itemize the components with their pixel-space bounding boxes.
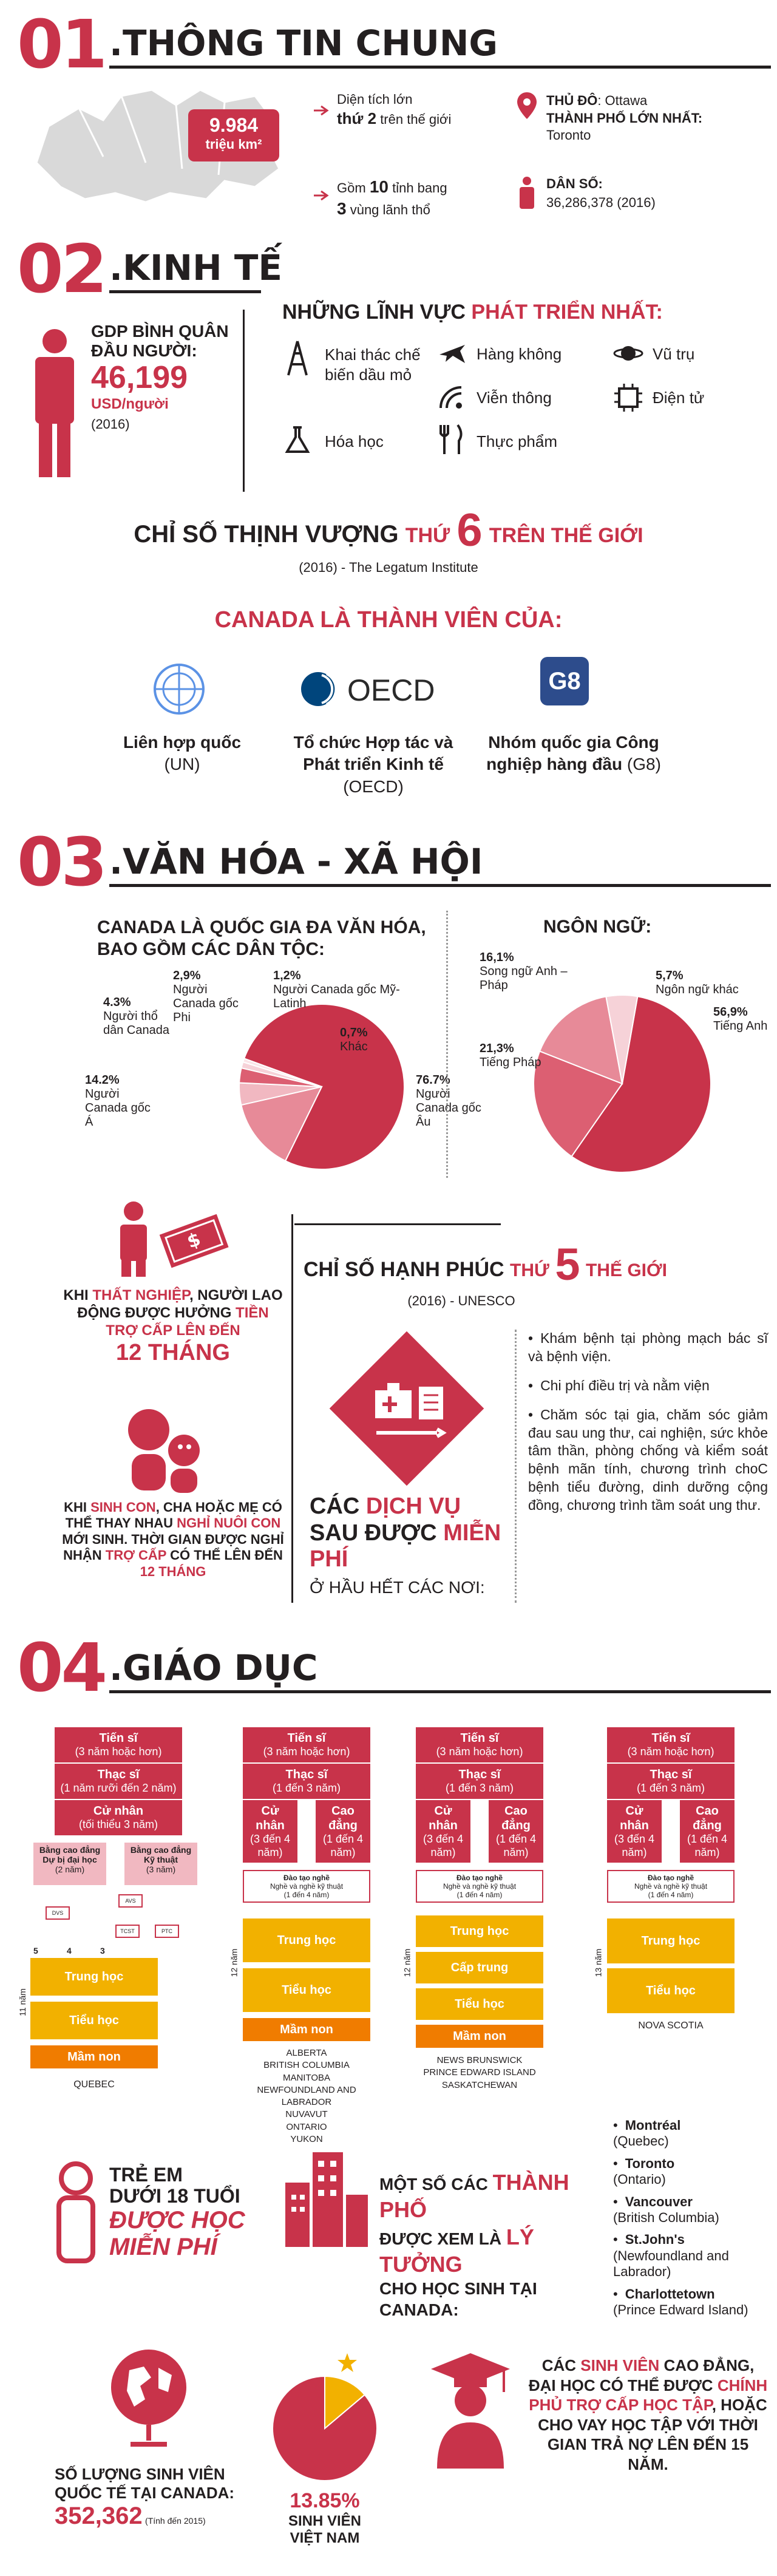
dvs-box: DVS xyxy=(46,1906,70,1920)
vn-label: VIỆT NAM xyxy=(290,2530,360,2546)
graduate-icon xyxy=(425,2350,516,2471)
airplane-icon xyxy=(437,340,467,367)
member-un xyxy=(109,732,255,776)
free-services-title xyxy=(310,1494,510,1600)
ethnic-legend-item xyxy=(85,1073,158,1129)
member-title: CANADA LÀ THÀNH VIÊN CỦA: xyxy=(214,607,563,633)
prov-2: tỉnh bang xyxy=(392,180,447,195)
tcst-box: TCST xyxy=(115,1925,140,1938)
grade-mark: 5 xyxy=(33,1946,38,1956)
city-item: • Toronto (Ontario) xyxy=(613,2156,771,2188)
text-part: CÁC xyxy=(310,1494,360,1519)
text-highlight: THẤT NGHIỆP xyxy=(92,1287,189,1303)
ethnic-legend-item xyxy=(340,1026,413,1054)
tech-college-box: Bằng cao đẳng Kỹ thuật (3 năm) xyxy=(124,1843,197,1885)
section-number: 04 xyxy=(17,1629,106,1707)
ptc-box: PTC xyxy=(155,1925,179,1938)
ethnic-legend-item xyxy=(273,969,407,1011)
years-label: 13 năm xyxy=(593,1948,603,1977)
years-label: 12 năm xyxy=(402,1948,412,1977)
text-highlight: TIỀN TRỢ CẤP LÊN ĐẾN xyxy=(106,1304,269,1339)
pie-category-label: Người Canada gốc Âu xyxy=(416,1087,481,1129)
member-name: Nhóm quốc gia Công nghiệp hàng đầu xyxy=(486,733,659,774)
text-part: CAO ĐẲNG, ĐẠI HỌC CÓ THỂ ĐƯỢC xyxy=(528,2356,755,2394)
pie-category-label: Người thổ dân Canada xyxy=(103,1010,169,1037)
happiness-index xyxy=(304,1239,765,1290)
text-part: , NGƯỜI LAO ĐỘNG ĐƯỢC HƯỞNG xyxy=(77,1287,283,1321)
city-item: • St.John's (Newfoundland and Labrador) xyxy=(613,2232,771,2280)
prov-1: Gồm xyxy=(337,180,366,195)
city-item: • Vancouver (British Columbia) xyxy=(613,2194,771,2226)
text-part: CÓ THỂ LÊN ĐẾN xyxy=(170,1548,283,1563)
nova-scotia-caption: NOVA SCOTIA xyxy=(638,2020,704,2031)
parental-leave-text xyxy=(61,1500,285,1580)
member-g8 xyxy=(473,732,674,776)
ethnic-legend-item xyxy=(173,969,240,1025)
pie-category-label: Khác xyxy=(340,1040,368,1053)
text-highlight: ĐƯỢC HỌC xyxy=(109,2207,245,2234)
pie-data-label: 14.2% xyxy=(85,1073,120,1087)
money-icon xyxy=(109,1199,231,1278)
province-caption: ALBERTA BRITISH COLUMBIA MANITOBA NEWFOUNDLAND AND LABRADOR NUVAVUT ONTARIO YUKON xyxy=(257,2048,356,2144)
text-part: , HOẶC CHO VAY HỌC TẬP VỚI THỜI GIAN TRẢ NỢ LÊN ĐẾN 15 NĂM. xyxy=(538,2396,767,2473)
secondary-box: Trung học xyxy=(607,1918,735,1963)
child-icon xyxy=(52,2161,100,2265)
happiness-rank-pre: THỨ xyxy=(510,1260,549,1280)
gdp-block xyxy=(91,322,237,432)
section-rule xyxy=(109,884,771,887)
phd-box: Tiến sĩ (3 năm hoặc hơn) xyxy=(416,1727,543,1762)
intl-value: 352,362 xyxy=(55,2503,143,2530)
master-box: Thạc sĩ (1 đến 3 năm) xyxy=(416,1764,543,1799)
text-part: TRẺ EM xyxy=(109,2164,183,2186)
vn-students-pie-chart xyxy=(270,2374,379,2483)
primary-box: Tiểu học xyxy=(416,1988,543,2020)
divider xyxy=(446,911,448,1178)
pie-data-label: 1,2% xyxy=(273,969,301,982)
intl-students xyxy=(55,2465,273,2530)
sector-label: Thực phẩm xyxy=(477,432,558,450)
language-pie-chart xyxy=(531,993,713,1175)
section-rule xyxy=(109,66,771,69)
prov-num: 10 xyxy=(369,177,388,196)
text-highlight: TRỢ CẤP xyxy=(105,1548,167,1563)
secondary-box: Trung học xyxy=(416,1915,543,1947)
text-highlight: MIỄN PHÍ xyxy=(310,1520,501,1572)
population-value: 36,286,378 (2016) xyxy=(546,194,656,210)
text-part: ĐƯỢC XEM LÀ xyxy=(379,2229,502,2248)
phd-box: Tiến sĩ (3 năm hoặc hơn) xyxy=(243,1727,370,1762)
member-abbr: (UN) xyxy=(164,755,200,774)
pie-data-label: 16,1% xyxy=(480,951,514,964)
text-highlight: MIỄN PHÍ xyxy=(109,2234,217,2261)
sectors-title-2: PHÁT TRIỂN NHẤT: xyxy=(471,301,663,324)
divider xyxy=(243,310,245,492)
pie-category-label: Ngôn ngữ khác xyxy=(656,983,739,996)
capital-value: : Ottawa xyxy=(597,93,648,108)
fork-knife-icon xyxy=(437,423,467,457)
ethnic-legend-item xyxy=(103,996,170,1038)
section-number: 01 xyxy=(17,5,106,83)
member-abbr: (G8) xyxy=(626,755,661,774)
section-title: .KINH TẾ xyxy=(109,247,283,288)
gdp-value: 46,199 xyxy=(91,360,188,396)
happiness-text-1: CHỈ SỐ HẠNH PHÚC xyxy=(304,1258,504,1281)
text-part: DƯỚI 18 TUỔI xyxy=(109,2185,240,2207)
text-highlight: DỊCH VỤ xyxy=(365,1494,461,1519)
prosperity-rank-pre: THỨ xyxy=(405,524,450,547)
college-box: Cao đẳng (1 đến 4 năm) xyxy=(316,1800,370,1863)
divider xyxy=(294,1223,501,1225)
ethnic-legend-item xyxy=(416,1073,483,1129)
province-description xyxy=(337,176,507,220)
ethnic-title: CANADA LÀ QUỐC GIA ĐA VĂN HÓA, BAO GỒM CÁC DÂN TỘC: xyxy=(97,917,426,959)
star-icon xyxy=(337,2353,358,2373)
years-label: 11 năm xyxy=(17,1988,27,2016)
capital-info xyxy=(546,92,771,144)
sector-label: Viễn thông xyxy=(477,389,552,407)
service-item: • Chăm sóc tại gia, chăm sóc giảm đau sau ung thư, cai nghiện, sức khỏe tâm thần, phòng chống và kiểm soát bệnh mãn tính, chương trình choC bệnh tiểu đường, dinh dưỡng cộng đồng, chương trình tầm soát ung thư. xyxy=(528,1406,768,1515)
vn-label: SINH VIÊN xyxy=(288,2513,362,2529)
vn-pct: 13.85% xyxy=(290,2489,360,2512)
oecd-mark-icon xyxy=(297,668,346,710)
city-item: • Montréal (Quebec) xyxy=(613,2118,771,2150)
section-rule xyxy=(109,1690,771,1693)
pie-data-label: 76.7% xyxy=(416,1073,450,1087)
bachelor-box: Cử nhân (tối thiểu 3 năm) xyxy=(55,1800,182,1835)
city-list xyxy=(613,2118,771,2324)
member-abbr: (OECD) xyxy=(343,777,404,796)
master-box: Thạc sĩ (1 đến 3 năm) xyxy=(607,1764,735,1799)
pie-data-label: 56,9% xyxy=(713,1005,748,1019)
svg-text:$: $ xyxy=(184,1228,204,1253)
happiness-source: (2016) - UNESCO xyxy=(407,1293,515,1308)
chip-icon xyxy=(613,382,643,413)
secondary-box: Trung học xyxy=(243,1918,370,1962)
prosperity-text-1: CHỈ SỐ THỊNH VƯỢNG xyxy=(134,521,399,548)
person-icon xyxy=(517,176,537,210)
area-value: 9.984 xyxy=(209,114,259,136)
quebec-caption: QUEBEC xyxy=(73,2079,115,2090)
area-desc-2: trên thế giới xyxy=(380,111,452,127)
text-highlight: SINH VIÊN xyxy=(580,2356,660,2374)
sector-label: Điện tử xyxy=(653,389,705,407)
area-description xyxy=(337,91,501,129)
person-icon xyxy=(30,328,79,480)
bachelor-box: Cử nhân (3 đến 4 năm) xyxy=(243,1800,297,1863)
city-buildings-icon xyxy=(279,2146,370,2249)
largest-city-value: Toronto xyxy=(546,127,591,143)
pie-data-label: 2,9% xyxy=(173,969,201,982)
prosperity-text-2: TRÊN THẾ GIỚI xyxy=(489,524,643,547)
flask-icon xyxy=(282,425,313,455)
city-item: • Charlottetown (Prince Edward Island) xyxy=(613,2286,771,2319)
gdp-unit: USD/người xyxy=(91,395,169,412)
pie-category-label: Người Canada gốc Phi xyxy=(173,983,239,1024)
section-title: .THÔNG TIN CHUNG xyxy=(109,22,498,64)
pie-data-label: 21,3% xyxy=(480,1042,514,1055)
oecd-logo-icon xyxy=(297,668,443,710)
oecd-logo-text: OECD xyxy=(347,673,435,707)
master-box: Thạc sĩ (1 đến 3 năm) xyxy=(243,1764,370,1799)
largest-city-label: THÀNH PHỐ LỚN NHẤT: xyxy=(546,110,703,126)
prep-college-box: Bằng cao đẳng Dự bị đại học (2 năm) xyxy=(33,1843,106,1885)
terr-2: vùng lãnh thổ xyxy=(350,202,430,218)
pie-data-label: 5,7% xyxy=(656,969,684,982)
master-box: Thạc sĩ (1 năm rưỡi đến 2 năm) xyxy=(55,1764,182,1799)
area-badge xyxy=(188,109,279,161)
text-highlight: NGHỈ NUÔI CON xyxy=(177,1515,281,1531)
text-part: SAU ĐƯỢC xyxy=(310,1520,437,1546)
sector-label: Vũ trụ xyxy=(653,345,695,363)
area-desc-1: Diện tích lớn xyxy=(337,92,413,107)
section-number: 02 xyxy=(17,230,106,308)
g8-logo-icon xyxy=(534,650,595,716)
divider xyxy=(291,1214,293,1603)
student-loan-text xyxy=(528,2356,768,2474)
lang-legend-item xyxy=(713,1005,774,1033)
pie-category-label: Người Canada gốc Á xyxy=(85,1087,151,1129)
signal-icon xyxy=(437,384,467,410)
text-part: MỘT SỐ CÁC xyxy=(379,2175,488,2194)
text-part: MỚI SINH. THỜI GIAN ĐƯỢC NGHỈ NHẬN xyxy=(62,1531,284,1563)
sector-label: Khai thác chế biến dầu mỏ xyxy=(325,345,421,384)
pie-data-label: 4.3% xyxy=(103,996,131,1009)
arrow-right-icon xyxy=(313,104,331,117)
medical-kit-icon xyxy=(328,1330,486,1487)
primary-box: Tiểu học xyxy=(607,1968,735,2013)
lang-legend-item xyxy=(480,951,583,993)
province-caption: NEWS BRUNSWICK PRINCE EDWARD ISLAND SASKATCHEWAN xyxy=(423,2055,536,2090)
text-part: CHO HỌC SINH TẠI CANADA: xyxy=(379,2279,537,2319)
planet-icon xyxy=(613,340,643,367)
sector-label: Hóa học xyxy=(325,432,384,450)
gdp-year: (2016) xyxy=(91,416,130,432)
text-highlight: 12 THÁNG xyxy=(140,1563,206,1579)
kids-free-text xyxy=(109,2164,261,2260)
location-pin-icon xyxy=(516,91,538,120)
lang-legend-item xyxy=(656,969,759,997)
area-desc-rank: thứ 2 xyxy=(337,109,377,127)
service-item: • Khám bệnh tại phòng mạch bác sĩ và bệnh viện. xyxy=(528,1330,768,1366)
text-part: KHI xyxy=(64,1500,87,1515)
college-box: Cao đẳng (1 đến 4 năm) xyxy=(489,1800,543,1863)
member-name: Liên hợp quốc xyxy=(123,733,242,752)
bachelor-box: Cử nhân (3 đến 4 năm) xyxy=(607,1800,662,1863)
unemployment-text xyxy=(61,1287,285,1367)
happiness-text-2: THẾ GIỚI xyxy=(585,1260,667,1280)
secondary-box: Trung học xyxy=(30,1958,158,1996)
kindergarten-box: Mầm non xyxy=(30,2045,158,2068)
text-part: Ở HẦU HẾT CÁC NƠI: xyxy=(310,1578,485,1597)
sector-label: Hàng không xyxy=(477,345,562,363)
population-label: DÂN SỐ: xyxy=(546,176,603,191)
text-highlight: SINH CON xyxy=(90,1500,156,1515)
section-number: 03 xyxy=(17,823,106,901)
grade-mark: 3 xyxy=(100,1946,105,1956)
text-highlight: LÝ TƯỞNG xyxy=(379,2224,534,2277)
pie-data-label: 0,7% xyxy=(340,1026,368,1039)
g8-logo-text: G8 xyxy=(540,657,589,705)
oil-rig-icon xyxy=(282,340,313,376)
gdp-label: GDP BÌNH QUÂN ĐẦU NGƯỜI: xyxy=(91,322,229,361)
section-title: .VĂN HÓA - XÃ HỘI xyxy=(109,841,483,882)
prosperity-index xyxy=(0,504,777,557)
vocational-box: Đào tạo nghề Nghề và nghề kỹ thuật (1 đến 4 năm) xyxy=(607,1870,735,1903)
service-item: • Chi phí điều trị và nằm viện xyxy=(528,1377,768,1395)
phd-box: Tiến sĩ (3 năm hoặc hơn) xyxy=(55,1727,182,1762)
text-part: , CHA HOẶC MẸ CÓ THỂ THAY NHAU xyxy=(65,1500,282,1531)
member-name: Tổ chức Hợp tác và Phát triển Kinh tế xyxy=(293,733,453,774)
sectors-title-1: NHỮNG LĨNH VỰC xyxy=(282,301,466,324)
pie-category-label: Người Canada gốc Mỹ-Latinh xyxy=(273,983,400,1010)
capital-label: THỦ ĐÔ xyxy=(546,93,598,108)
text-highlight: CHÍNH PHỦ TRỢ CẤP HỌC TẬP xyxy=(529,2376,768,2414)
population-info xyxy=(546,175,771,212)
terr-num: 3 xyxy=(337,199,347,219)
section-rule xyxy=(109,290,261,293)
primary-box: Tiểu học xyxy=(243,1968,370,2012)
primary-box: Tiểu học xyxy=(30,2002,158,2039)
grade-mark: 4 xyxy=(67,1946,72,1956)
vocational-box: Đào tạo nghề Nghề và nghề kỹ thuật (1 đến 4 năm) xyxy=(416,1870,543,1903)
vocational-box: Đào tạo nghề Nghề và nghề kỹ thuật (1 đến 4 năm) xyxy=(243,1870,370,1903)
pie-category-label: Tiếng Anh xyxy=(713,1019,768,1033)
section-title: .GIÁO DỤC xyxy=(109,1647,318,1688)
globe-icon xyxy=(100,2343,197,2453)
college-box: Cao đẳng (1 đến 4 năm) xyxy=(680,1800,735,1863)
ideal-cities-text xyxy=(379,2169,604,2320)
member-oecd xyxy=(285,732,461,798)
text-highlight: 12 THÁNG xyxy=(116,1340,230,1366)
divider xyxy=(515,1330,517,1603)
text-part: KHI xyxy=(63,1287,89,1303)
prosperity-source: (2016) - The Legatum Institute xyxy=(299,560,478,575)
kindergarten-box: Mầm non xyxy=(243,2018,370,2041)
sectors-title xyxy=(282,301,663,324)
phd-box: Tiến sĩ (3 năm hoặc hơn) xyxy=(607,1727,735,1762)
avs-box: AVS xyxy=(118,1894,143,1908)
bachelor-box: Cử nhân (3 đến 4 năm) xyxy=(416,1800,470,1863)
kindergarten-box: Mầm non xyxy=(416,2025,543,2048)
language-title: NGÔN NGỮ: xyxy=(543,917,652,937)
text-highlight: THÀNH PHỐ xyxy=(379,2170,569,2222)
arrow-right-icon xyxy=(313,189,331,202)
text-part: CÁC xyxy=(541,2356,577,2374)
pie-category-label: Tiếng Pháp xyxy=(480,1056,541,1069)
vn-students xyxy=(261,2489,388,2547)
years-label: 12 năm xyxy=(229,1948,239,1977)
parent-child-icon xyxy=(112,1405,215,1497)
pie-category-label: Song ngữ Anh – Pháp xyxy=(480,965,568,992)
lang-legend-item xyxy=(480,1042,552,1070)
service-list xyxy=(528,1330,768,1515)
un-logo-icon xyxy=(146,656,212,722)
lower-secondary-box: Cấp trung xyxy=(416,1952,543,1983)
area-unit: triệu km² xyxy=(205,137,262,152)
intl-label: SỐ LƯỢNG SINH VIÊN QUỐC TẾ TẠI CANADA: xyxy=(55,2465,235,2503)
intl-year: (Tính đến 2015) xyxy=(145,2516,206,2526)
happiness-rank: 5 xyxy=(555,1239,580,1290)
prosperity-rank: 6 xyxy=(456,505,483,556)
